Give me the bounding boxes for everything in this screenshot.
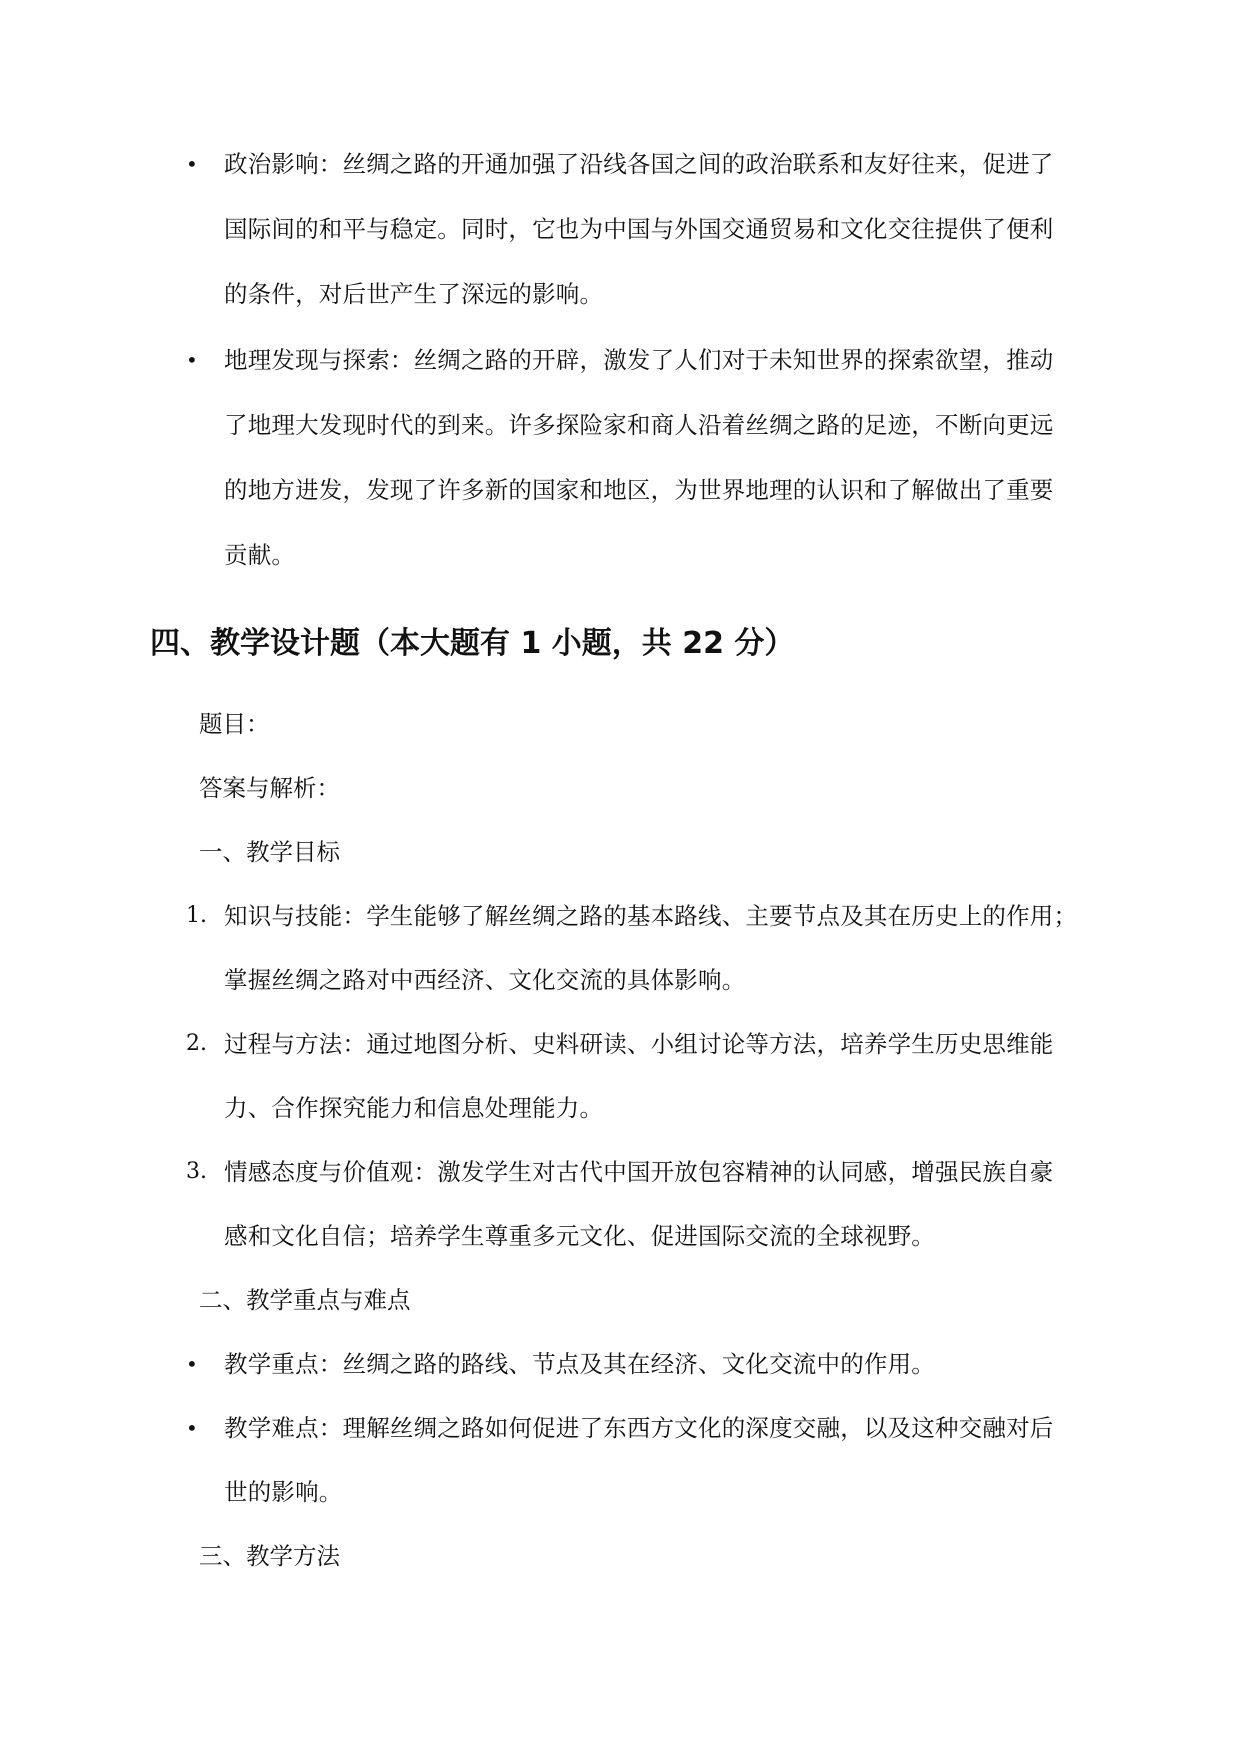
bullet-text-line: 地理发现与探索：丝绸之路的开辟，激发了人们对于未知世界的探索欲望，推动 [224,346,1054,374]
key-point-line: 世的影响。 [224,1478,343,1506]
objective-line: 情感态度与价值观：激发学生对古代中国开放包容精神的认同感，增强民族自豪 [224,1158,1054,1186]
answer-label: 答案与解析： [199,774,340,802]
key-point-line: 教学难点：理解丝绸之路如何促进了东西方文化的深度交融，以及这种交融对后 [224,1414,1054,1442]
objective-number: 1. [186,903,207,928]
part2-title: 二、教学重点与难点 [199,1286,411,1314]
objective-line: 掌握丝绸之路对中西经济、文化交流的具体影响。 [224,966,746,994]
part3-title: 三、教学方法 [199,1542,340,1570]
bullet-text-line: 的地方进发，发现了许多新的国家和地区，为世界地理的认识和了解做出了重要 [224,476,1054,504]
objective-line: 过程与方法：通过地图分析、史料研读、小组讨论等方法，培养学生历史思维能 [224,1030,1054,1058]
bullet-marker: • [186,1416,198,1440]
bullet-marker: • [186,1352,198,1376]
objective-line: 力、合作探究能力和信息处理能力。 [224,1094,604,1122]
bullet-text-line: 贡献。 [224,541,296,569]
bullet-text-line: 的条件，对后世产生了深远的影响。 [224,280,604,308]
bullet-text-line: 了地理大发现时代的到来。许多探险家和商人沿着丝绸之路的足迹，不断向更远 [224,411,1054,439]
question-label: 题目： [199,710,270,738]
objective-number: 3. [186,1159,207,1184]
bullet-text-line: 国际间的和平与稳定。同时，它也为中国与外国交通贸易和文化交往提供了便利 [224,215,1054,243]
objective-line: 知识与技能：学生能够了解丝绸之路的基本路线、主要节点及其在历史上的作用； [224,902,1078,930]
key-point-line: 教学重点：丝绸之路的路线、节点及其在经济、文化交流中的作用。 [224,1350,935,1378]
bullet-marker: • [186,152,198,176]
objective-number: 2. [186,1031,207,1056]
objective-line: 感和文化自信；培养学生尊重多元文化、促进国际交流的全球视野。 [224,1222,935,1250]
bullet-text-line: 政治影响：丝绸之路的开通加强了沿线各国之间的政治联系和友好往来，促进了 [224,150,1054,178]
part1-title: 一、教学目标 [199,838,340,866]
section-heading: 四、教学设计题（本大题有 1 小题，共 22 分） [150,626,795,661]
bullet-marker: • [186,348,198,372]
